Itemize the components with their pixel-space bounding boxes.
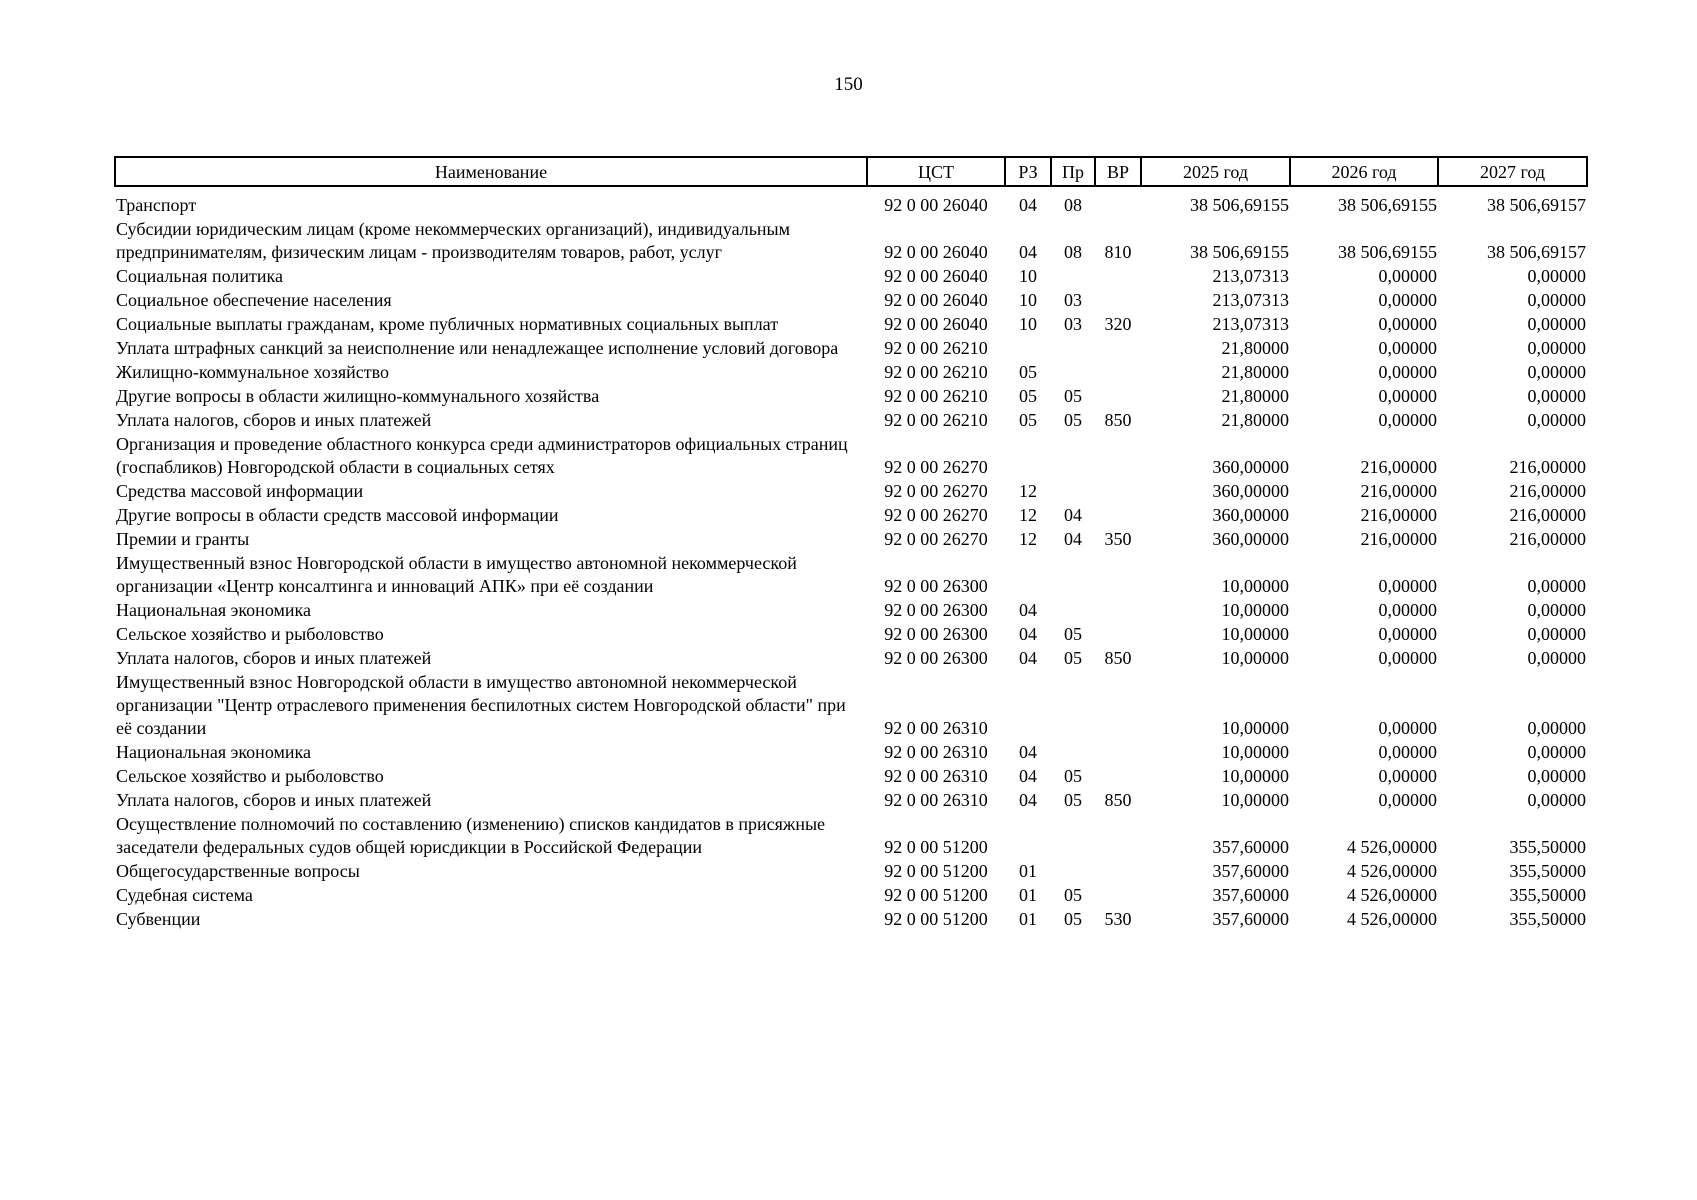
cell-cst: 92 0 00 26310 [884, 790, 988, 810]
cell-2027: 0,00000 [1527, 290, 1586, 310]
cell-2027: 0,00000 [1527, 576, 1586, 596]
cell-rz: 04 [1019, 624, 1037, 644]
cell-vr [1095, 480, 1141, 504]
header-cst: ЦСТ [867, 157, 1005, 186]
cell-name: Жилищно-коммунальное хозяйство [116, 362, 390, 382]
table-row [115, 599, 1587, 623]
cell-2027: 0,00000 [1527, 648, 1586, 668]
cell-vr: 320 [1104, 314, 1132, 334]
cell-pr: 05 [1064, 885, 1082, 905]
table-row [115, 860, 1587, 884]
cell-cst: 92 0 00 26270 [884, 481, 988, 501]
cell-2026: 216,00000 [1360, 529, 1437, 549]
cell-pr [1051, 265, 1095, 289]
cell-cst: 92 0 00 51200 [884, 885, 988, 905]
cell-cst: 92 0 00 26210 [884, 338, 988, 358]
header-2027: 2027 год [1438, 157, 1587, 186]
cell-2026: 216,00000 [1360, 481, 1437, 501]
table-row [115, 433, 1587, 480]
cell-pr [1051, 433, 1095, 480]
table-row [115, 265, 1587, 289]
cell-cst: 92 0 00 26270 [884, 457, 988, 477]
table-row [115, 908, 1587, 932]
cell-pr [1051, 813, 1095, 860]
cell-name: Социальная политика [116, 266, 283, 286]
table-row [115, 385, 1587, 409]
cell-pr [1051, 552, 1095, 599]
cell-name: Имущественный взнос Новгородской области в имущество автономной некоммерческой организации «Центр консалтинга и инноваций АПК» при её создании [116, 553, 797, 596]
cell-pr [1051, 860, 1095, 884]
cell-2026: 216,00000 [1360, 457, 1437, 477]
cell-2027: 0,00000 [1527, 410, 1586, 430]
cell-rz [1005, 552, 1051, 599]
table-row [115, 765, 1587, 789]
cell-name: Средства массовой информации [116, 481, 364, 501]
cell-2026: 0,00000 [1378, 648, 1437, 668]
cell-cst: 92 0 00 26300 [884, 576, 988, 596]
cell-2025: 10,00000 [1221, 600, 1289, 620]
cell-name: Уплата налогов, сборов и иных платежей [116, 648, 432, 668]
cell-pr [1051, 361, 1095, 385]
table-row [115, 289, 1587, 313]
cell-cst: 92 0 00 26300 [884, 648, 988, 668]
table-row [115, 741, 1587, 765]
table-row [115, 186, 1587, 218]
cell-rz: 05 [1019, 410, 1037, 430]
cell-rz [1005, 671, 1051, 741]
cell-name: Социальные выплаты гражданам, кроме публичных нормативных социальных выплат [116, 314, 779, 334]
cell-2025: 357,60000 [1212, 837, 1289, 857]
cell-rz: 04 [1019, 600, 1037, 620]
cell-2025: 21,80000 [1221, 410, 1289, 430]
header-pr: Пр [1051, 157, 1095, 186]
cell-pr: 05 [1064, 410, 1082, 430]
table-row [115, 218, 1587, 265]
cell-name: Сельское хозяйство и рыболовство [116, 624, 384, 644]
cell-cst: 92 0 00 26270 [884, 529, 988, 549]
cell-pr: 05 [1064, 386, 1082, 406]
cell-2026: 0,00000 [1378, 290, 1437, 310]
cell-rz: 05 [1019, 362, 1037, 382]
cell-name: Уплата налогов, сборов и иных платежей [116, 790, 432, 810]
cell-2027: 0,00000 [1527, 314, 1586, 334]
cell-name: Имущественный взнос Новгородской области в имущество автономной некоммерческой организации "Центр отраслевого применения беспилотных систем Новгородской области" при её создании [116, 672, 846, 738]
cell-rz [1005, 433, 1051, 480]
cell-2026: 4 526,00000 [1347, 837, 1437, 857]
cell-2025: 10,00000 [1221, 624, 1289, 644]
table-row [115, 647, 1587, 671]
cell-name: Организация и проведение областного конкурса среди администраторов официальных страниц (госпабликов) Новгородской области в социальных сетях [116, 434, 848, 477]
cell-2025: 10,00000 [1221, 742, 1289, 762]
table-body [115, 186, 1587, 932]
budget-table [114, 156, 1588, 932]
table-row [115, 337, 1587, 361]
cell-name: Социальное обеспечение населения [116, 290, 392, 310]
cell-vr: 850 [1104, 790, 1132, 810]
table-row [115, 884, 1587, 908]
cell-cst: 92 0 00 26210 [884, 386, 988, 406]
cell-vr: 350 [1104, 529, 1132, 549]
cell-vr [1095, 186, 1141, 218]
cell-rz [1005, 337, 1051, 361]
cell-pr: 03 [1064, 290, 1082, 310]
cell-vr [1095, 741, 1141, 765]
cell-pr: 08 [1064, 242, 1082, 262]
cell-name: Сельское хозяйство и рыболовство [116, 766, 384, 786]
cell-2025: 213,07313 [1212, 266, 1289, 286]
cell-2027: 355,50000 [1509, 861, 1586, 881]
cell-2027: 0,00000 [1527, 718, 1586, 738]
cell-vr [1095, 265, 1141, 289]
cell-2027: 0,00000 [1527, 600, 1586, 620]
cell-2027: 355,50000 [1509, 909, 1586, 929]
table-row [115, 313, 1587, 337]
cell-vr [1095, 813, 1141, 860]
cell-rz: 01 [1019, 861, 1037, 881]
cell-2025: 360,00000 [1212, 529, 1289, 549]
cell-2026: 0,00000 [1378, 410, 1437, 430]
cell-2026: 0,00000 [1378, 624, 1437, 644]
cell-vr [1095, 361, 1141, 385]
cell-vr [1095, 860, 1141, 884]
cell-cst: 92 0 00 51200 [884, 837, 988, 857]
cell-2026: 0,00000 [1378, 718, 1437, 738]
cell-2027: 216,00000 [1509, 529, 1586, 549]
cell-rz: 05 [1019, 386, 1037, 406]
cell-pr: 05 [1064, 648, 1082, 668]
cell-2025: 357,60000 [1212, 909, 1289, 929]
cell-rz: 04 [1019, 766, 1037, 786]
cell-vr [1095, 433, 1141, 480]
cell-2026: 0,00000 [1378, 338, 1437, 358]
cell-pr [1051, 599, 1095, 623]
cell-rz: 01 [1019, 909, 1037, 929]
cell-2027: 355,50000 [1509, 885, 1586, 905]
cell-rz: 04 [1019, 242, 1037, 262]
cell-vr: 850 [1104, 648, 1132, 668]
cell-vr [1095, 765, 1141, 789]
cell-2027: 38 506,69157 [1487, 242, 1586, 262]
cell-2026: 4 526,00000 [1347, 861, 1437, 881]
cell-cst: 92 0 00 26310 [884, 718, 988, 738]
cell-2027: 216,00000 [1509, 481, 1586, 501]
cell-pr [1051, 337, 1095, 361]
cell-rz: 01 [1019, 885, 1037, 905]
cell-vr [1095, 552, 1141, 599]
cell-cst: 92 0 00 26040 [884, 195, 988, 215]
cell-2025: 357,60000 [1212, 861, 1289, 881]
table-row [115, 528, 1587, 552]
cell-cst: 92 0 00 26310 [884, 766, 988, 786]
cell-cst: 92 0 00 26310 [884, 742, 988, 762]
cell-2025: 360,00000 [1212, 457, 1289, 477]
header-2025: 2025 год [1141, 157, 1290, 186]
cell-2026: 0,00000 [1378, 790, 1437, 810]
table-row [115, 552, 1587, 599]
cell-2027: 216,00000 [1509, 505, 1586, 525]
cell-name: Субсидии юридическим лицам (кроме некоммерческих организаций), индивидуальным предпринимателям, физическим лицам - производителям товаров, работ, услуг [116, 219, 791, 262]
cell-name: Уплата налогов, сборов и иных платежей [116, 410, 432, 430]
cell-2025: 38 506,69155 [1190, 195, 1289, 215]
cell-2026: 0,00000 [1378, 362, 1437, 382]
cell-2025: 10,00000 [1221, 766, 1289, 786]
cell-2026: 4 526,00000 [1347, 885, 1437, 905]
cell-2027: 38 506,69157 [1487, 195, 1586, 215]
cell-2025: 10,00000 [1221, 790, 1289, 810]
cell-rz: 10 [1019, 290, 1037, 310]
cell-2027: 0,00000 [1527, 386, 1586, 406]
table-row [115, 813, 1587, 860]
cell-pr: 05 [1064, 766, 1082, 786]
cell-2026: 0,00000 [1378, 742, 1437, 762]
cell-rz [1005, 813, 1051, 860]
cell-2026: 38 506,69155 [1338, 242, 1437, 262]
cell-cst: 92 0 00 26040 [884, 266, 988, 286]
table-header [115, 157, 1587, 186]
cell-2027: 0,00000 [1527, 742, 1586, 762]
cell-name: Общегосударственные вопросы [116, 861, 360, 881]
cell-vr [1095, 599, 1141, 623]
cell-vr [1095, 671, 1141, 741]
cell-rz: 12 [1019, 481, 1037, 501]
cell-rz: 04 [1019, 648, 1037, 668]
cell-name: Другие вопросы в области жилищно-коммунального хозяйства [116, 386, 600, 406]
cell-2027: 0,00000 [1527, 362, 1586, 382]
page-number: 150 [834, 74, 863, 95]
cell-rz: 10 [1019, 314, 1037, 334]
table-row [115, 409, 1587, 433]
table-row [115, 623, 1587, 647]
header-name: Наименование [115, 157, 867, 186]
cell-2027: 0,00000 [1527, 624, 1586, 644]
cell-2025: 10,00000 [1221, 718, 1289, 738]
table-row [115, 480, 1587, 504]
cell-2025: 213,07313 [1212, 314, 1289, 334]
cell-2027: 0,00000 [1527, 266, 1586, 286]
cell-2027: 355,50000 [1509, 837, 1586, 857]
table-row [115, 504, 1587, 528]
cell-2027: 216,00000 [1509, 457, 1586, 477]
cell-cst: 92 0 00 26040 [884, 290, 988, 310]
cell-name: Осуществление полномочий по составлению (изменению) списков кандидатов в присяжные заседатели федеральных судов общей юрисдикции в Российской Федерации [116, 814, 826, 857]
cell-pr: 05 [1064, 790, 1082, 810]
cell-vr [1095, 504, 1141, 528]
cell-vr [1095, 385, 1141, 409]
header-2026: 2026 год [1290, 157, 1438, 186]
cell-2026: 0,00000 [1378, 766, 1437, 786]
cell-pr: 04 [1064, 529, 1082, 549]
cell-name: Премии и гранты [116, 529, 250, 549]
table-row [115, 789, 1587, 813]
cell-rz: 04 [1019, 195, 1037, 215]
header-rz: РЗ [1005, 157, 1051, 186]
cell-name: Национальная экономика [116, 742, 311, 762]
table-row [115, 361, 1587, 385]
cell-name: Уплата штрафных санкций за неисполнение или ненадлежащее исполнение условий договора [116, 338, 839, 358]
cell-vr: 850 [1104, 410, 1132, 430]
cell-rz: 12 [1019, 505, 1037, 525]
cell-vr [1095, 337, 1141, 361]
cell-2026: 38 506,69155 [1338, 195, 1437, 215]
cell-pr: 04 [1064, 505, 1082, 525]
cell-vr [1095, 884, 1141, 908]
cell-2025: 213,07313 [1212, 290, 1289, 310]
cell-cst: 92 0 00 51200 [884, 909, 988, 929]
cell-2025: 21,80000 [1221, 362, 1289, 382]
cell-cst: 92 0 00 51200 [884, 861, 988, 881]
cell-name: Другие вопросы в области средств массовой информации [116, 505, 559, 525]
cell-rz: 12 [1019, 529, 1037, 549]
cell-2025: 360,00000 [1212, 505, 1289, 525]
cell-2027: 0,00000 [1527, 766, 1586, 786]
cell-pr: 05 [1064, 909, 1082, 929]
cell-2026: 0,00000 [1378, 314, 1437, 334]
cell-name: Судебная система [116, 885, 253, 905]
cell-pr: 05 [1064, 624, 1082, 644]
cell-2026: 4 526,00000 [1347, 909, 1437, 929]
cell-name: Транспорт [116, 195, 197, 215]
cell-2026: 0,00000 [1378, 600, 1437, 620]
cell-2026: 216,00000 [1360, 505, 1437, 525]
cell-pr: 08 [1064, 195, 1082, 215]
cell-2025: 21,80000 [1221, 386, 1289, 406]
cell-2026: 0,00000 [1378, 386, 1437, 406]
cell-2025: 360,00000 [1212, 481, 1289, 501]
cell-2026: 0,00000 [1378, 576, 1437, 596]
cell-vr: 810 [1104, 242, 1132, 262]
cell-pr [1051, 671, 1095, 741]
cell-2025: 21,80000 [1221, 338, 1289, 358]
cell-name: Субвенции [116, 909, 201, 929]
cell-pr [1051, 741, 1095, 765]
cell-cst: 92 0 00 26300 [884, 624, 988, 644]
cell-name: Национальная экономика [116, 600, 311, 620]
cell-2025: 357,60000 [1212, 885, 1289, 905]
cell-cst: 92 0 00 26040 [884, 314, 988, 334]
cell-pr: 03 [1064, 314, 1082, 334]
header-vr: ВР [1095, 157, 1141, 186]
cell-cst: 92 0 00 26040 [884, 242, 988, 262]
cell-cst: 92 0 00 26210 [884, 410, 988, 430]
table-row [115, 671, 1587, 741]
cell-2025: 38 506,69155 [1190, 242, 1289, 262]
cell-2027: 0,00000 [1527, 338, 1586, 358]
cell-2027: 0,00000 [1527, 790, 1586, 810]
cell-2026: 0,00000 [1378, 266, 1437, 286]
cell-cst: 92 0 00 26210 [884, 362, 988, 382]
cell-cst: 92 0 00 26300 [884, 600, 988, 620]
cell-rz: 04 [1019, 742, 1037, 762]
cell-pr [1051, 480, 1095, 504]
cell-2025: 10,00000 [1221, 576, 1289, 596]
cell-vr [1095, 623, 1141, 647]
cell-2025: 10,00000 [1221, 648, 1289, 668]
cell-rz: 10 [1019, 266, 1037, 286]
cell-rz: 04 [1019, 790, 1037, 810]
cell-vr [1095, 289, 1141, 313]
cell-vr: 530 [1104, 909, 1132, 929]
cell-cst: 92 0 00 26270 [884, 505, 988, 525]
